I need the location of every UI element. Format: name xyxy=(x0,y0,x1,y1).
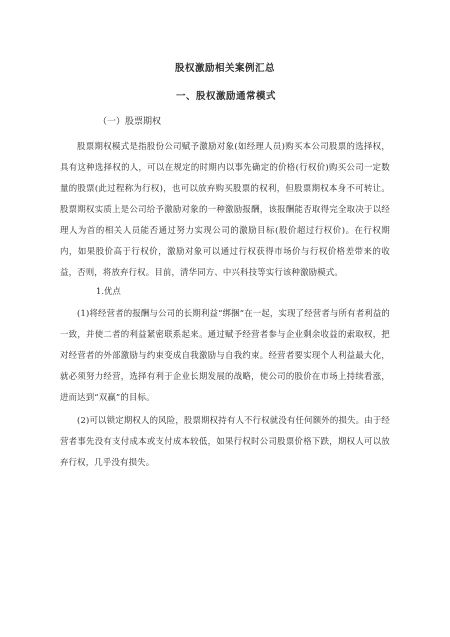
body-paragraph: 股票期权模式是指股份公司赋予激励对象(如经理人员)购买本公司股票的选择权，具有这种选择权的人，可以在规定的时期内以事先确定的价格(行权价)购买公司一定数量的股票(此过程称为行权)，也可以放弃购买股票的权利，但股票期权本身不可转让。股票期权实质上是公司给予激励对象的一种激励报酬，该报酬能否取得完全取决于以经理人为首的相关人员能否通过努力实现公司的激励目标(股价超过行权价)。在行权期内，如果股价高于行权价，激励对象可以通过行权获得市场价与行权价格差带来的收益，否则，将放弃行权。目前，清华同方、中兴科技等实行该种激励模式。 xyxy=(60,141,390,277)
section-heading: 一、股权激励通常模式 xyxy=(176,91,277,102)
point-heading: 1.优点 xyxy=(96,286,121,296)
advantage-paragraph-1: (1)将经营者的报酬与公司的长期利益“绑捆”在一起，实现了经营者与所有者利益的一致，并使二者的利益紧密联系起来。通过赋予经营者参与企业剩余收益的索取权，把对经营者的外部激励与约束变成自我激励与自我约束。经营者要实现个人利益最大化，就必须努力经营，选择有利于企业长期发展的战略，使公司的股价在市场上持续看涨，进而达到“双赢”的目标。 xyxy=(60,308,390,402)
subsection-heading: （一）股票期权 xyxy=(98,117,162,127)
document-title: 股权激励相关案例汇总 xyxy=(174,63,275,74)
advantage-paragraph-2: (2)可以锁定期权人的风险，股票期权持有人不行权就没有任何额外的损失。由于经营者事先没有支付成本或支付成本较低，如果行权时公司股票价格下跌，期权人可以放弃行权，几乎没有损失。 xyxy=(60,415,390,467)
